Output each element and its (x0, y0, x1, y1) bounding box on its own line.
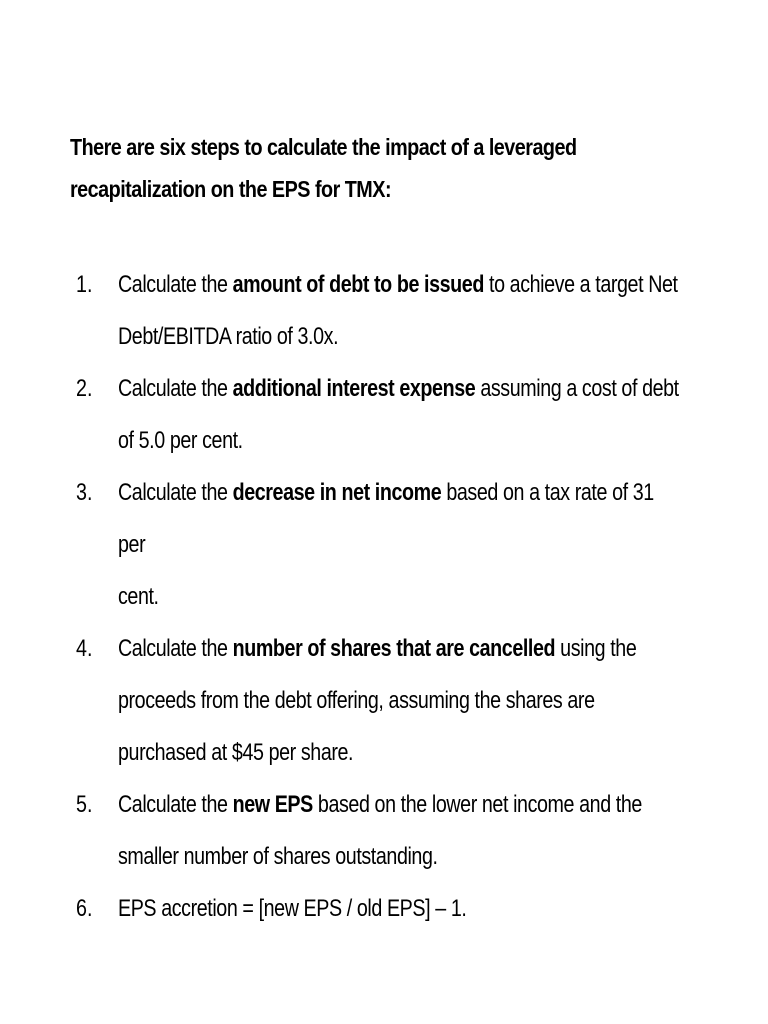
step-key-term: amount of debt to be issued (232, 271, 484, 298)
intro-heading (70, 126, 603, 210)
step-text-continuation: proceeds from the debt offering, assuming the shares are (118, 687, 595, 714)
step-item-3 (0, 467, 768, 623)
step-number: 1. (76, 271, 93, 298)
step-text-continuation: Debt/EBITDA ratio of 3.0x. (118, 323, 339, 350)
step-text-prefix: Calculate the (118, 791, 233, 818)
step-text (118, 883, 685, 935)
step-text-suffix: based on a tax rate of 31 per (118, 479, 654, 558)
steps-list (0, 259, 768, 935)
step-key-term: number of shares that are cancelled (232, 635, 556, 662)
step-text (118, 363, 685, 467)
step-text-prefix: Calculate the (118, 635, 233, 662)
step-text-continuation: cent. (118, 583, 159, 610)
step-text-suffix: based on the lower net income and the (312, 791, 642, 818)
step-text-continuation: purchased at $45 per share. (118, 739, 354, 766)
step-key-term: decrease in net income (232, 479, 442, 506)
step-text (118, 779, 685, 883)
step-text-suffix: using the (555, 635, 637, 662)
step-text (118, 623, 685, 779)
step-number: 5. (76, 791, 93, 818)
step-text (118, 259, 685, 363)
step-text-suffix: to achieve a target Net (483, 271, 678, 298)
step-text-prefix: Calculate the (118, 271, 233, 298)
step-text-suffix: assuming a cost of debt (475, 375, 679, 402)
intro-heading-line-2: recapitalization on the EPS for TMX: (70, 176, 392, 202)
step-item-1 (0, 259, 768, 363)
intro-heading-line-1: There are six steps to calculate the impact of a leveraged (70, 134, 577, 160)
step-text-continuation: smaller number of shares outstanding. (118, 843, 438, 870)
step-text-continuation: of 5.0 per cent. (118, 427, 243, 454)
step-key-term: additional interest expense (232, 375, 476, 402)
step-text-prefix: Calculate the (118, 479, 233, 506)
step-number: 4. (76, 635, 93, 662)
step-number: 3. (76, 479, 93, 506)
step-formula: EPS accretion = [new EPS / old EPS] – 1. (118, 895, 467, 922)
step-text (118, 467, 685, 623)
step-key-term: new EPS (232, 791, 313, 818)
step-item-4 (0, 623, 768, 779)
step-item-6 (0, 883, 768, 935)
step-text-prefix: Calculate the (118, 375, 233, 402)
step-item-2 (0, 363, 768, 467)
step-number: 2. (76, 375, 93, 402)
step-item-5 (0, 779, 768, 883)
step-number: 6. (76, 895, 93, 922)
